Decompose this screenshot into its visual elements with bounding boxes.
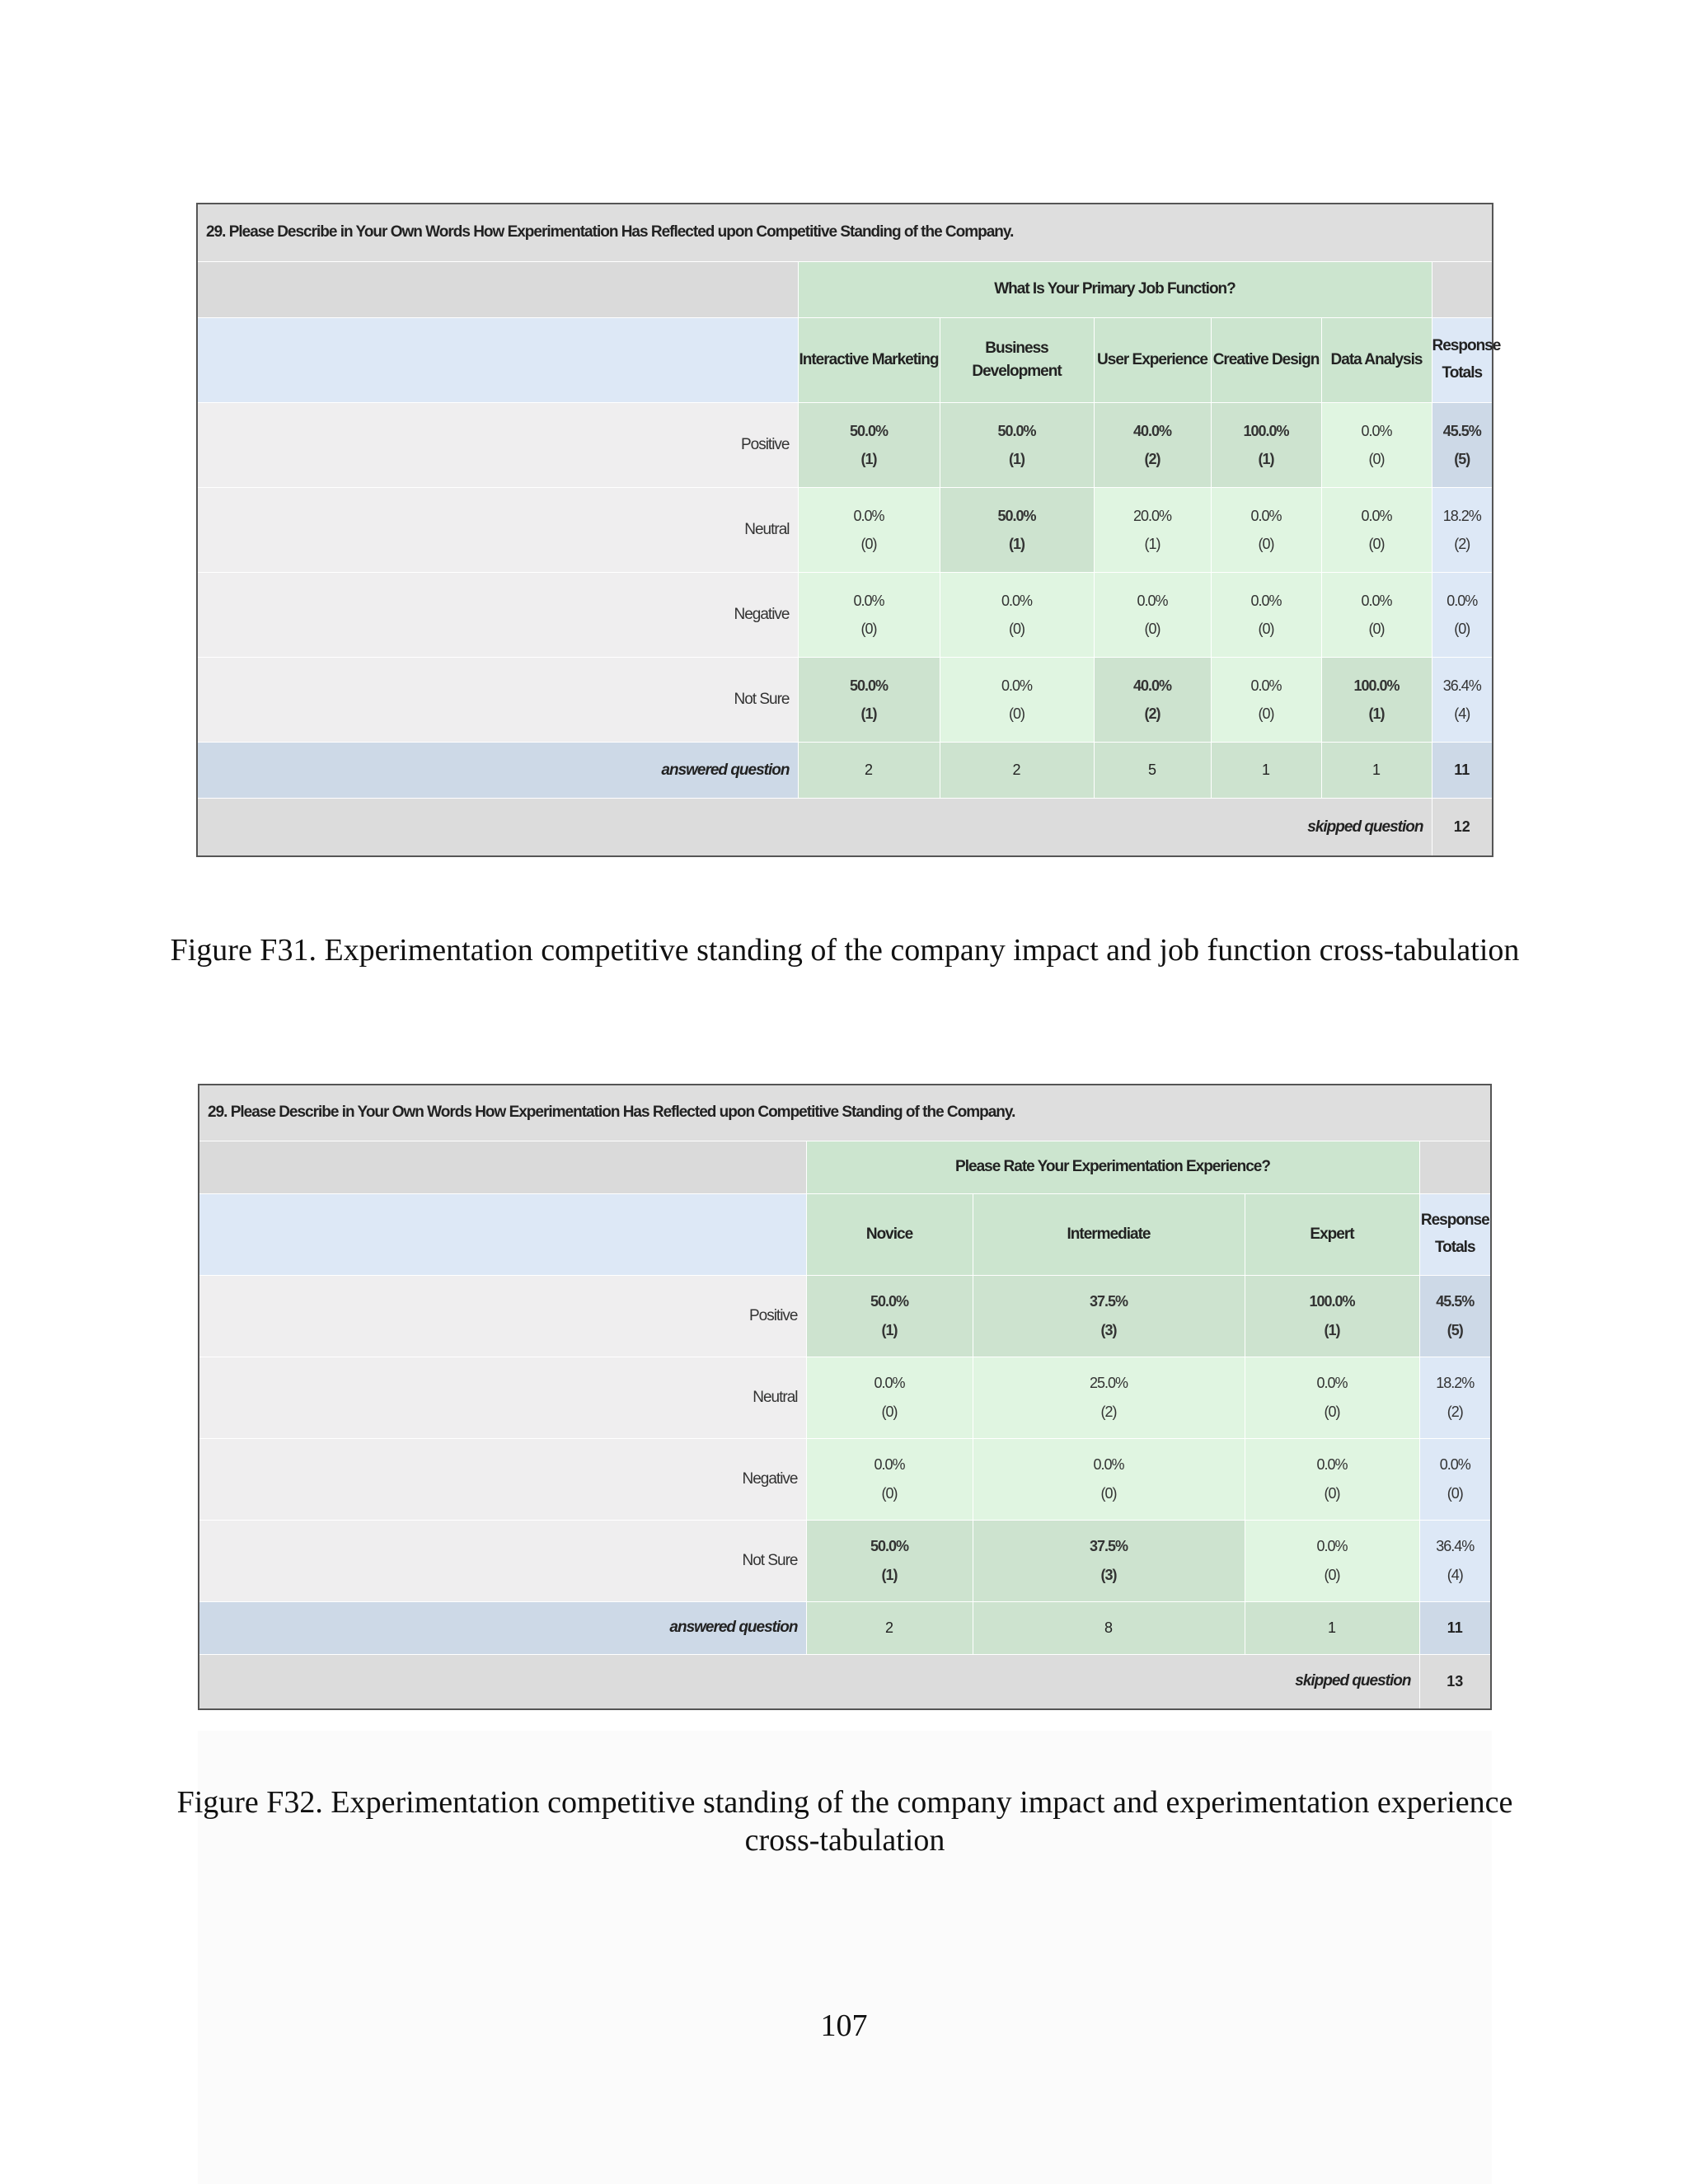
row-label: Neutral xyxy=(197,487,798,572)
table-cell: 100.0% (1) xyxy=(1245,1275,1419,1357)
table-cell: 37.5% (3) xyxy=(973,1275,1245,1357)
answered-total: 11 xyxy=(1432,743,1493,799)
header-spacer xyxy=(197,317,798,402)
figure-caption-f31: Figure F31. Experimentation competitive standing of the company impact and job function cross-tabulation xyxy=(170,933,1520,968)
row-label: Positive xyxy=(199,1275,806,1357)
table-cell: 0.0% (0) xyxy=(798,573,940,658)
crosstab-table-job-function xyxy=(196,203,1501,857)
row-label: Neutral xyxy=(199,1357,806,1438)
answered-count: 1 xyxy=(1321,743,1432,799)
table-cell: 0.0% (0) xyxy=(1211,658,1321,743)
column-header-intermediate: Intermediate xyxy=(973,1193,1245,1275)
crosstab-table-experience xyxy=(198,1084,1492,1710)
header-spacer xyxy=(199,1193,806,1275)
table-cell: 20.0% (1) xyxy=(1094,487,1211,572)
column-header-response-totals: Response Totals xyxy=(1432,317,1493,402)
header-spacer xyxy=(1432,261,1493,317)
table-cell: 0.0% (0) xyxy=(1321,402,1432,487)
answered-row xyxy=(199,1601,1491,1654)
table-row-positive xyxy=(197,402,1493,487)
skipped-count: 13 xyxy=(1419,1654,1491,1709)
row-total: 45.5% (5) xyxy=(1432,402,1493,487)
answered-count: 2 xyxy=(798,743,940,799)
table-row-neutral xyxy=(197,487,1493,572)
row-total: 36.4% (4) xyxy=(1432,658,1493,743)
skipped-label: skipped question xyxy=(197,799,1432,856)
column-header-novice: Novice xyxy=(806,1193,973,1275)
row-total: 0.0% (0) xyxy=(1432,573,1493,658)
table-row-not-sure xyxy=(199,1520,1491,1601)
header-spacer xyxy=(1419,1141,1491,1193)
group-header: Please Rate Your Experimentation Experience? xyxy=(806,1141,1419,1193)
answered-count: 8 xyxy=(973,1601,1245,1654)
column-header-response-totals: Response Totals xyxy=(1419,1193,1491,1275)
table-row-positive xyxy=(199,1275,1491,1357)
answered-row xyxy=(197,743,1493,799)
table-cell: 0.0% (0) xyxy=(806,1357,973,1438)
answered-count: 5 xyxy=(1094,743,1211,799)
header-spacer xyxy=(197,261,798,317)
row-total: 36.4% (4) xyxy=(1419,1520,1491,1601)
group-header: What Is Your Primary Job Function? xyxy=(798,261,1432,317)
table-cell: 40.0% (2) xyxy=(1094,658,1211,743)
table-row-not-sure xyxy=(197,658,1493,743)
question-title: 29. Please Describe in Your Own Words How Experimentation Has Reflected upon Competitive Standing of the Company. xyxy=(197,204,1493,261)
table-cell: 50.0% (1) xyxy=(940,487,1094,572)
skipped-label: skipped question xyxy=(199,1654,1419,1709)
figure-caption-f32: Figure F32. Experimentation competitive standing of the company impact and experimentation experience cross-tabulation xyxy=(176,1785,1513,1858)
table-cell: 0.0% (0) xyxy=(1245,1520,1419,1601)
table-cell: 100.0% (1) xyxy=(1321,658,1432,743)
table-cell: 50.0% (1) xyxy=(798,402,940,487)
row-label: Positive xyxy=(197,402,798,487)
table-row-neutral xyxy=(199,1357,1491,1438)
row-total: 18.2% (2) xyxy=(1419,1357,1491,1438)
column-header-interactive-marketing: Interactive Marketing xyxy=(798,317,940,402)
table-cell: 37.5% (3) xyxy=(973,1520,1245,1601)
column-header-business-development: Business Development xyxy=(940,317,1094,402)
answered-count: 2 xyxy=(940,743,1094,799)
table-cell: 100.0% (1) xyxy=(1211,402,1321,487)
column-header-expert: Expert xyxy=(1245,1193,1419,1275)
table-cell: 0.0% (0) xyxy=(1321,573,1432,658)
row-total: 0.0% (0) xyxy=(1419,1438,1491,1520)
column-header-user-experience: User Experience xyxy=(1094,317,1211,402)
table-cell: 50.0% (1) xyxy=(806,1275,973,1357)
table-cell: 50.0% (1) xyxy=(798,658,940,743)
table-cell: 50.0% (1) xyxy=(806,1520,973,1601)
table-cell: 0.0% (0) xyxy=(1211,573,1321,658)
table-cell: 0.0% (0) xyxy=(1211,487,1321,572)
table-cell: 0.0% (0) xyxy=(940,573,1094,658)
row-label: Not Sure xyxy=(197,658,798,743)
table-cell: 0.0% (0) xyxy=(1245,1357,1419,1438)
row-label: Negative xyxy=(197,573,798,658)
table-cell: 0.0% (0) xyxy=(940,658,1094,743)
answered-label: answered question xyxy=(199,1601,806,1654)
table-cell: 50.0% (1) xyxy=(940,402,1094,487)
skipped-row xyxy=(199,1654,1491,1709)
table-cell: 0.0% (0) xyxy=(806,1438,973,1520)
page-number: 107 xyxy=(820,2008,868,2043)
table-cell: 25.0% (2) xyxy=(973,1357,1245,1438)
answered-total: 11 xyxy=(1419,1601,1491,1654)
table-row-negative xyxy=(197,573,1493,658)
table-cell: 0.0% (0) xyxy=(973,1438,1245,1520)
answered-count: 2 xyxy=(806,1601,973,1654)
table-row-negative xyxy=(199,1438,1491,1520)
table-cell: 40.0% (2) xyxy=(1094,402,1211,487)
answered-count: 1 xyxy=(1211,743,1321,799)
row-label: Negative xyxy=(199,1438,806,1520)
question-title: 29. Please Describe in Your Own Words How Experimentation Has Reflected upon Competitive Standing of the Company. xyxy=(199,1085,1491,1141)
row-total: 18.2% (2) xyxy=(1432,487,1493,572)
table-cell: 0.0% (0) xyxy=(1245,1438,1419,1520)
row-label: Not Sure xyxy=(199,1520,806,1601)
column-header-data-analysis: Data Analysis xyxy=(1321,317,1432,402)
skipped-count: 12 xyxy=(1432,799,1493,856)
table-cell: 0.0% (0) xyxy=(1321,487,1432,572)
header-spacer xyxy=(199,1141,806,1193)
column-header-creative-design: Creative Design xyxy=(1211,317,1321,402)
table-cell: 0.0% (0) xyxy=(1094,573,1211,658)
row-total: 45.5% (5) xyxy=(1419,1275,1491,1357)
answered-count: 1 xyxy=(1245,1601,1419,1654)
skipped-row xyxy=(197,799,1493,856)
table-cell: 0.0% (0) xyxy=(798,487,940,572)
answered-label: answered question xyxy=(197,743,798,799)
